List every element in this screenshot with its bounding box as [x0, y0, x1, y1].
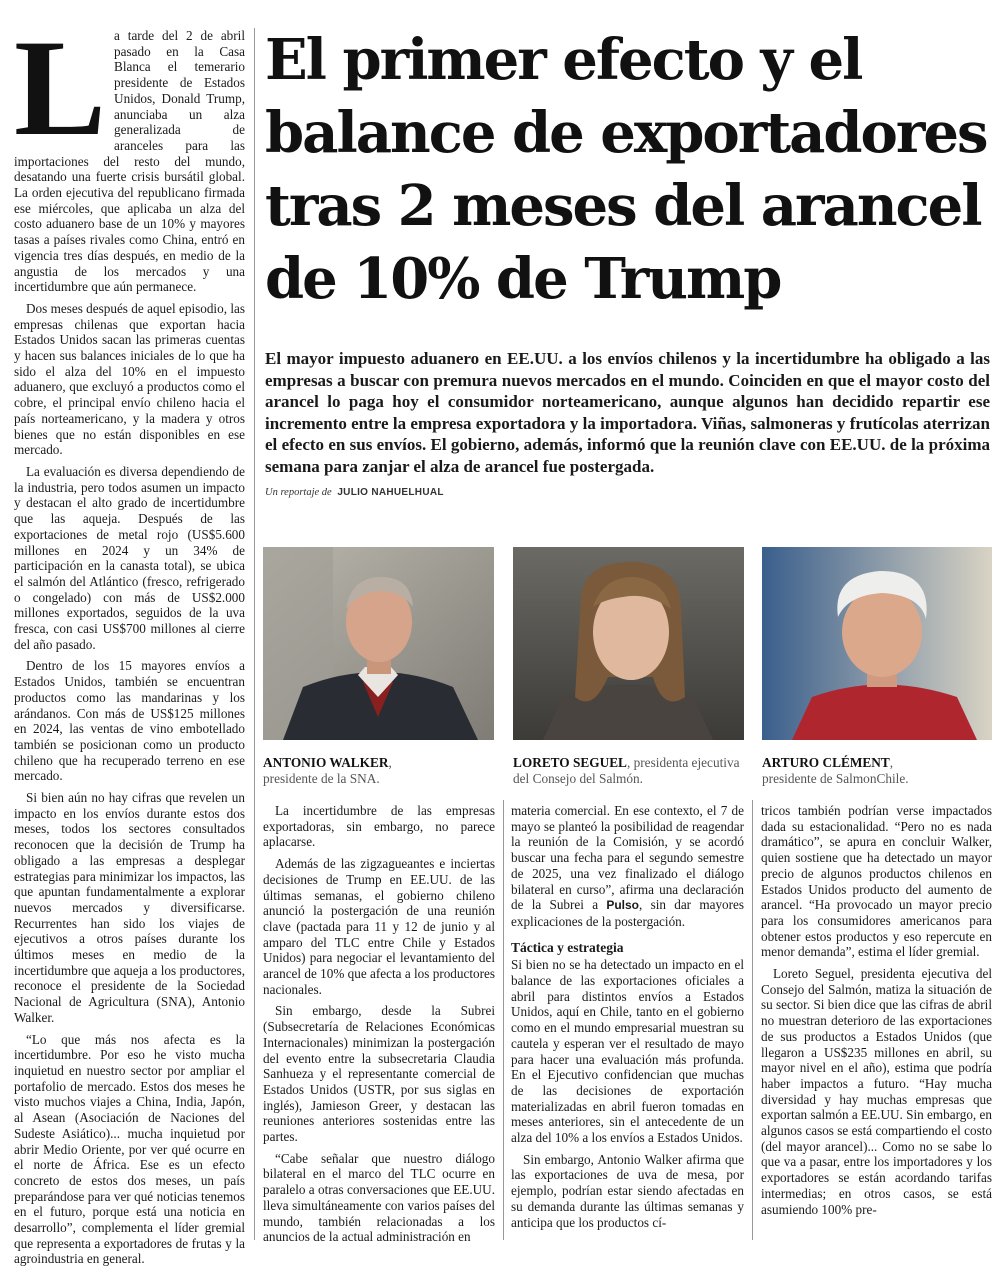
byline — [265, 487, 444, 498]
paragraph-text: materia comercial. En ese contexto, el 7 de mayo se planteó la posibilidad de reagendar la reunión de la Comisión, y se acordó buscar una fecha para el segundo semestre de 2025, una vez finalizado el diálogo bilateral en curso”, afirma una declaración de la Subrei a — [511, 803, 744, 913]
paragraph: Sin embargo, Antonio Walker afirma que las exportaciones de uva de mesa, por ejemplo, podrían estar siendo afectadas en su demanda durante las últimas semanas y anticipa que los productos cí- — [511, 1151, 744, 1230]
caption-name: LORETO SEGUEL — [513, 755, 627, 770]
paragraph: “Cabe señalar que nuestro diálogo bilateral en el marco del TLC ocurre en paralelo a otras conversaciones que EE.UU. lleva simultáneamente con varios países del mundo, también relacionadas a los anuncios de la actual administración en — [263, 1150, 495, 1245]
paragraph: Sin embargo, desde la Subrei (Subsecretaría de Relaciones Económicas Internacionales) minimizan la postergación del evento entre la subsecretaria Claudia Sanhueza y el representante comercial de Estados Unidos (USTR, por sus siglas en inglés), Jamieson Greer, y destacan las reuniones anteriores sostenidas entre las partes. — [263, 1003, 495, 1145]
paragraph: a tarde del 2 de abril pasado en la Casa Blanca el temerario presidente de Estados Unidos, Donald Trump, anunciaba un alza generalizada de aranceles para las importaciones del resto del mundo, desatando una fuerte crisis bursátil global. La orden ejecutiva del republicano firmada ese miércoles, que aplicaba un alza del costo aduanero base de un 10% y mayores tasas a países rivales como China, entró en vigencia tres días después, en medio de la angustia de los mercados y una incertidumbre que aún permanece. — [14, 28, 245, 295]
paragraph — [511, 803, 744, 930]
newspaper-brand: Pulso — [606, 898, 640, 913]
paragraph: Si bien no se ha detectado un impacto en el balance de las exportaciones oficiales a abril para distintos envíos a Estados Unidos, aquí en Chile, tanto en el gobierno como en el mundo empresarial muestran su cautela y esperan ver el resultado de mayo para hacer una evaluación más profunda. En el Ejecutivo confidencian que muchas de las decisiones de exportación materializadas en abril fueron tomadas en meses anteriores, sin el antecedente de un alza del 10% a los envíos a Estados Unidos. — [511, 957, 744, 1146]
caption-role: presidente de SalmonChile. — [762, 771, 909, 786]
body-column-4 — [761, 803, 992, 1223]
paragraph: “Lo que más nos afecta es la incertidumbre. Por eso he visto mucha inquietud en nuestro sector por ampliar el portafolio de mercado. Estos dos meses he visto muchos viajes a China, India, Japón, al Asean (Asociación de Naciones del Sudeste Asiático)... mucha inquietud por abrir Medio Oriente, por ver qué ocurre en el norte de África. Ese es un efecto concreto de estos dos meses, un país preparándose para ver qué noticias tenemos en el futuro, porque está una noticia en desarrollo”, complementa el líder gremial que representa a exportadores de frutas y la agroindustria en general. — [14, 1031, 245, 1267]
paragraph: Loreto Seguel, presidenta ejecutiva del Consejo del Salmón, matiza la situación de su sector. Si bien dice que las cifras de abril no muestran deterioro de las exportaciones de sus productos a Estados Unidos (que llegaron a US$235 millones en abril, su mayor nivel en el año), estima que podría haber impactos a futuro. “Hay mucha diversidad y hay muchas empresas que exportan salmón a EE.UU. Sin embargo, en algunos casos se está compartiendo el costo (del mayor arancel)... Como no se sabe lo que va a pasar, entre los importadores y los exportadores se están acordando tarifas intermedias; en otros casos, se está asumiendo 100% pre- — [761, 966, 992, 1217]
photo-antonio-walker — [263, 547, 494, 740]
intro-column — [14, 11, 245, 1273]
caption-name: ARTURO CLÉMENT — [762, 755, 890, 770]
drop-cap: L — [14, 11, 107, 164]
caption-role: presidente de la SNA. — [263, 771, 380, 786]
lede: El mayor impuesto aduanero en EE.UU. a los envíos chilenos y la incertidumbre ha obligado a las empresas a buscar con premura nuevos mercados en el mundo. Coinciden en que el mayor costo del arancel lo paga hoy el consumidor norteamericano, aunque algunos han decidido repartir ese incremento entre la empresa exportadora y la importadora. Viñas, salmoneras y frutícolas aterrizan el efecto en sus envíos. El gobierno, además, informó que la reunión clave con EE.UU. de la próxima semana para zanjar el alza de arancel fue postergada. — [265, 349, 990, 476]
paragraph-text: , sin dar mayores explicaciones de la postergación. — [511, 897, 745, 929]
paragraph: La incertidumbre de las empresas exportadoras, sin embargo, no parece aplacarse. — [263, 803, 495, 850]
paragraph: Si bien aún no hay cifras que revelen un impacto en los envíos durante estos dos meses, todos los sectores consultados reconocen que la decisión de Trump ha obligado a las empresas a desplegar estrategias para minimizar los impactos, las que apuntan fundamentalmente a explorar nuevos mercados y diversificarse. Recurrentes han sido los viajes de ejecutivos a otros países durante los últimos meses en medio de la incertidumbre que aqueja a los productores, reconoce el presidente de la Sociedad Nacional de Agricultura (SNA), Antonio Walker. — [14, 790, 245, 1025]
paragraph: Dos meses después de aquel episodio, las empresas chilenas que exportan hacia Estados Unidos sacan las primeras cuentas y hacen sus balances iniciales de lo que ha sido el alza del 10% en el impuesto aduanero, que excluyó a productos como el cobre, el principal envío chileno hacia el país norteamericano, y la madera y otros bienes que no están disponibles en ese mercado. — [14, 300, 245, 458]
column-divider — [503, 800, 504, 1240]
caption-name: ANTONIO WALKER — [263, 755, 389, 770]
paragraph: tricos también podrían verse impactados dada su estacionalidad. “Pero no es nada dramático”, se apura en concluir Walker, quien sostiene que ha detectado un mayor precio de algunos productos chilenos en Estados Unidos producto del aumento de arancel. “Ha provocado un mayor precio para los consumidores americanos para obtener estos productos y eso repercute en menor demanda”, estima el líder gremial. — [761, 803, 992, 960]
paragraph: La evaluación es diversa dependiendo de la industria, pero todos asumen un impacto y destacan el alto grado de incertidumbre que las aqueja. Después de las exportaciones de metal rojo (US$5.600 millones en 2024 y un 34% de participación en la canasta total), se ubica el salmón del Atlántico (fresco, refrigerado o congelado) con más de US$2.000 millones exportados, seguidos de la uva fresca, con casi US$700 millones al cierre del año pasado. — [14, 463, 245, 652]
column-divider — [254, 28, 255, 1240]
byline-label: Un reportaje de — [265, 487, 332, 498]
paragraph: Además de las zigzagueantes e inciertas decisiones de Trump en EE.UU. de las últimas semanas, el gobierno chileno anunció la postergación de una reunión clave (pactada para 11 y 12 de junio y al amparo del TLC entre Chile y Estados Unidos) para negociar el levantamiento del arancel de 10% que afecta a los productores nacionales. — [263, 856, 495, 997]
paragraph: Dentro de los 15 mayores envíos a Estados Unidos, también se encuentran productos como las mandarinas y los arándanos. Con más de US$125 millones en 2024, las ventas de vino embotellado también se posicionan como un producto chileno que ha recuperado terreno en ese mercado. — [14, 658, 245, 784]
photo-caption: ARTURO CLÉMENT, presidente de SalmonChile. — [762, 755, 909, 786]
byline-author: JULIO NAHUELHUAL — [337, 487, 444, 498]
headline: El primer efecto y el balance de exportadores tras 2 meses del arancel de 10% de Trump — [265, 27, 987, 312]
column-divider — [752, 800, 753, 1240]
subheading: Táctica y estrategia — [511, 939, 624, 955]
body-column-2 — [263, 803, 495, 1251]
caption-role: presidenta ejecutiva del Consejo del Salmón. — [513, 755, 740, 786]
photo-arturo-clement — [762, 547, 992, 740]
photo-loreto-seguel — [513, 547, 744, 740]
photo-caption: ANTONIO WALKER, presidente de la SNA. — [263, 755, 392, 786]
photo-caption: LORETO SEGUEL, presidenta ejecutiva del Consejo del Salmón. — [513, 755, 740, 786]
body-column-3 — [511, 803, 744, 1236]
